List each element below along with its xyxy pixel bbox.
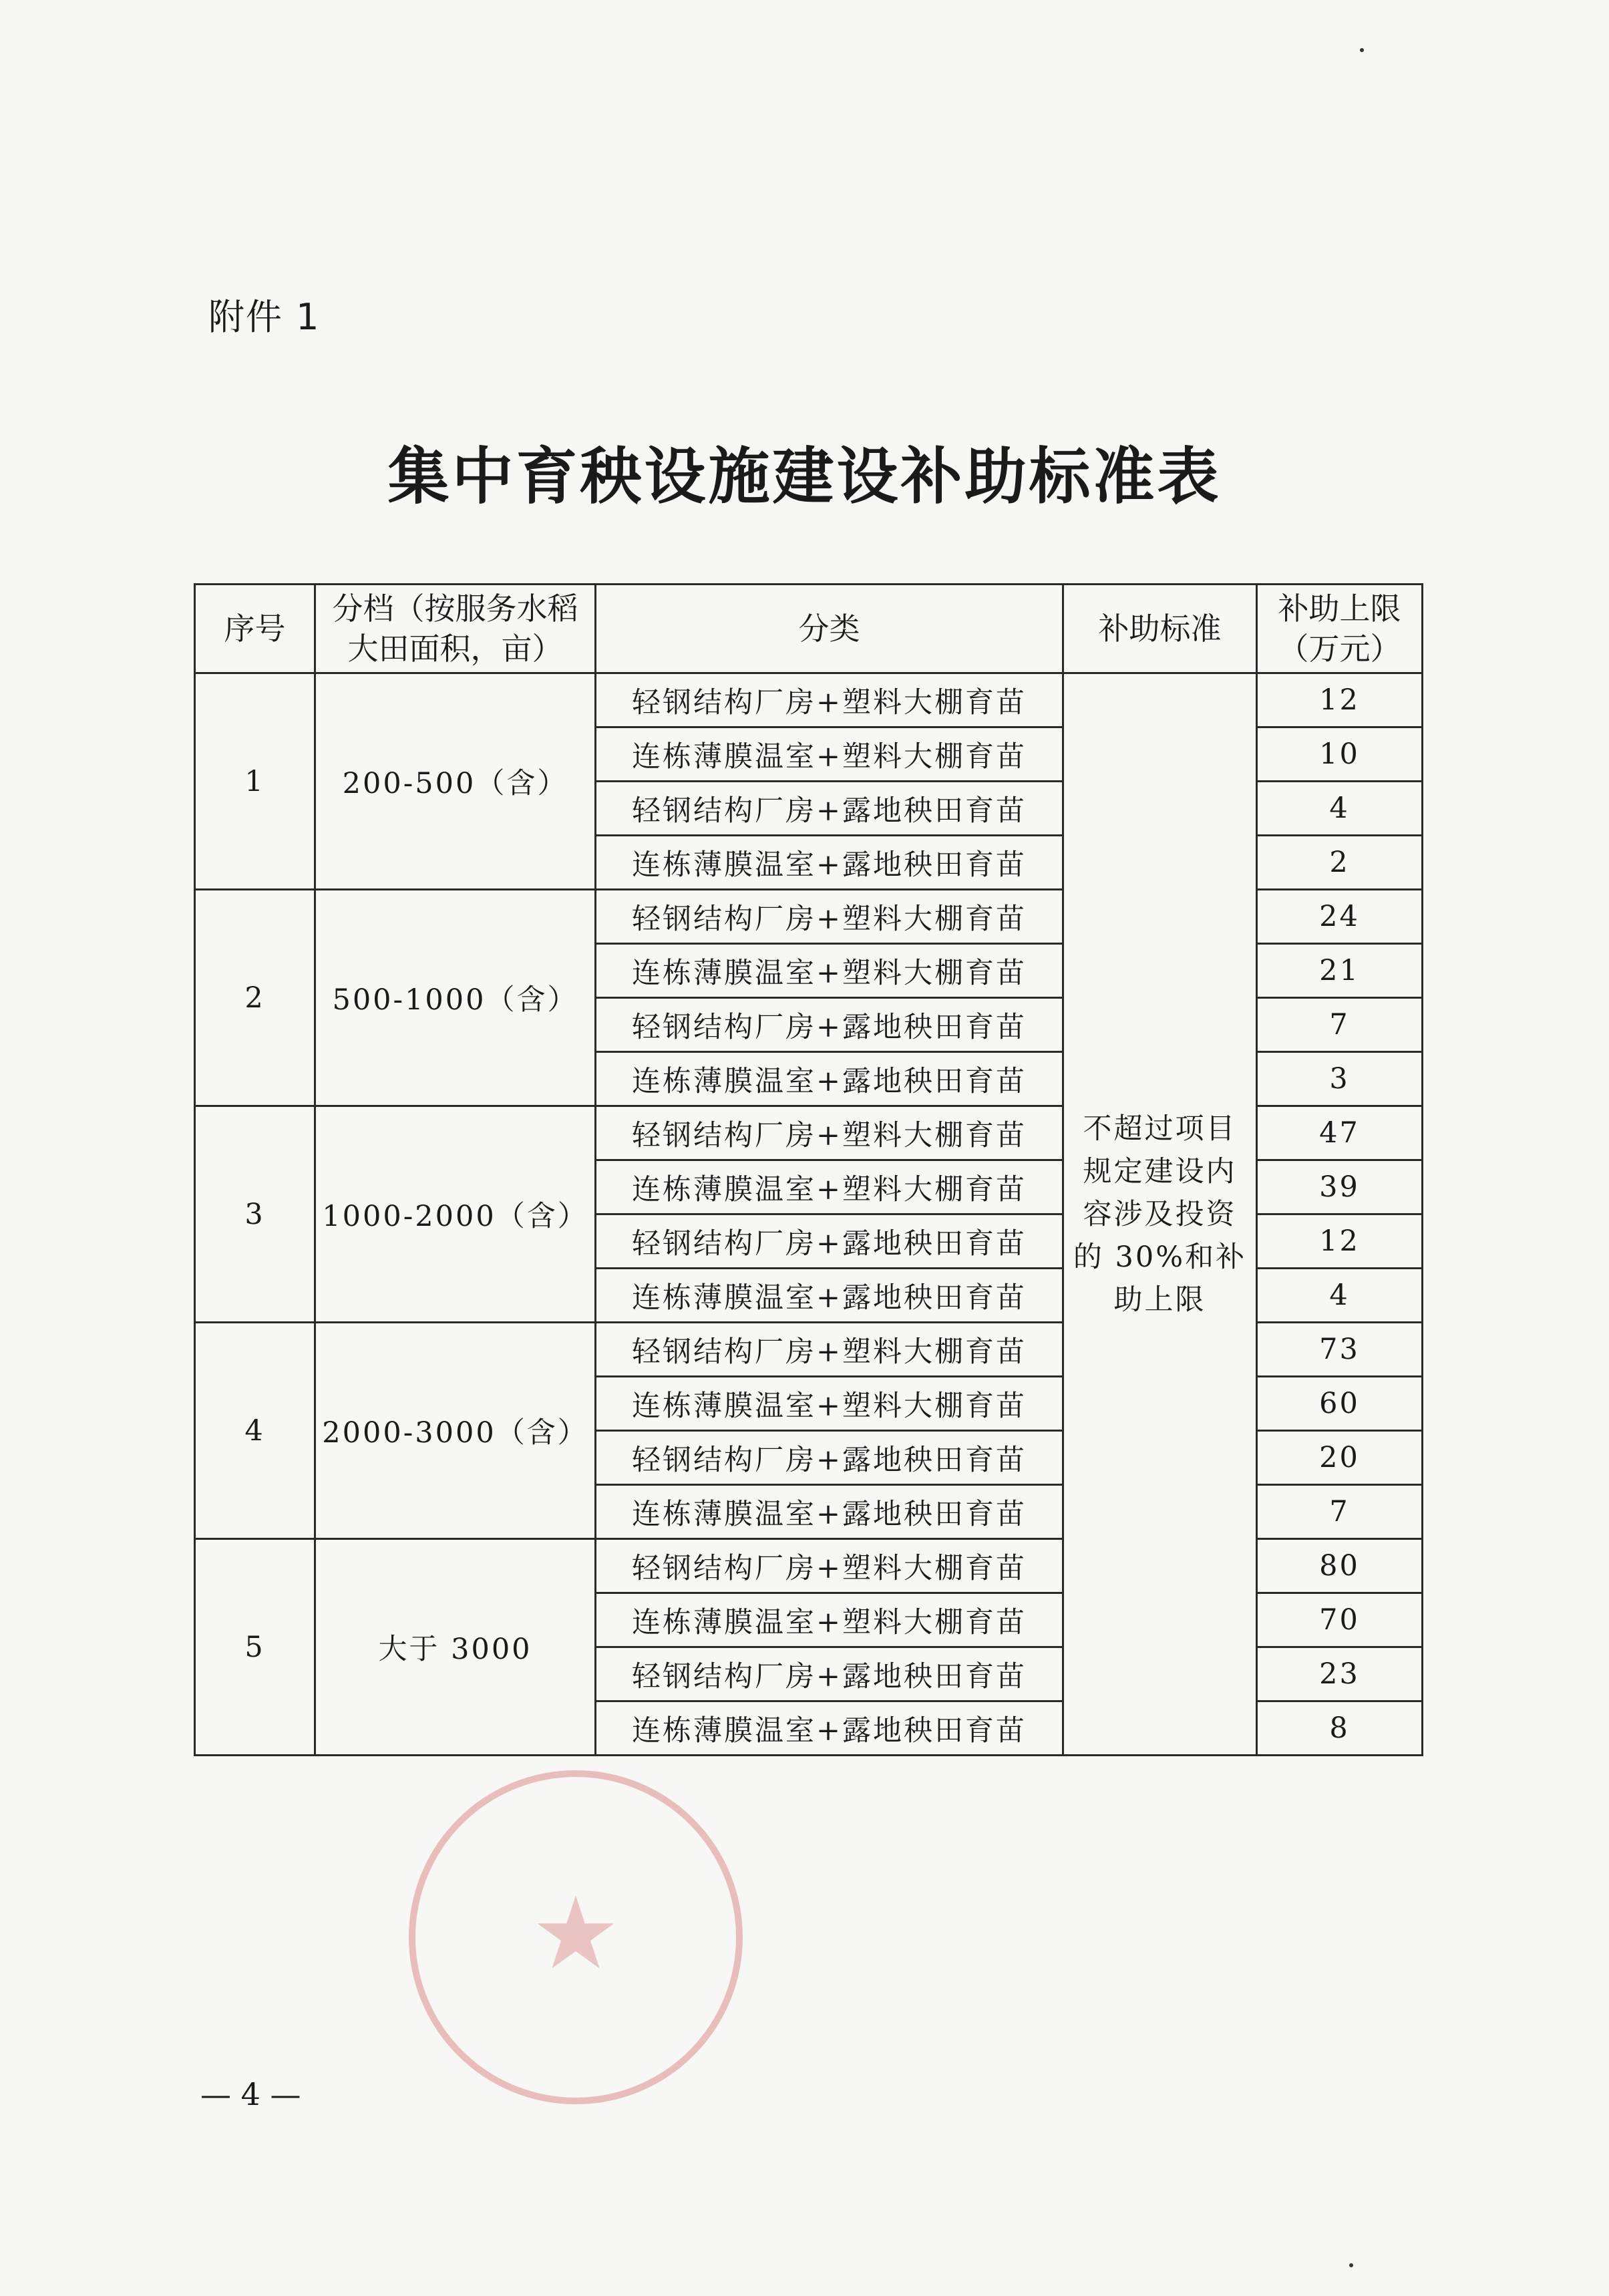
cell-category: 轻钢结构厂房+露地秧田育苗 xyxy=(596,1214,1063,1269)
cell-category: 轻钢结构厂房+塑料大棚育苗 xyxy=(596,890,1063,944)
cell-category: 轻钢结构厂房+塑料大棚育苗 xyxy=(596,1539,1063,1593)
header-category: 分类 xyxy=(596,585,1063,673)
cell-cap: 3 xyxy=(1257,1052,1423,1106)
cell-category: 连栋薄膜温室+塑料大棚育苗 xyxy=(596,727,1063,782)
cell-seq: 3 xyxy=(195,1106,315,1323)
cell-cap: 73 xyxy=(1257,1323,1423,1377)
cell-seq: 1 xyxy=(195,673,315,890)
cell-cap: 12 xyxy=(1257,673,1423,727)
cell-seq: 2 xyxy=(195,890,315,1106)
cell-standard-note xyxy=(1063,673,1257,1756)
cell-tier: 2000-3000（含） xyxy=(315,1323,596,1539)
cell-category: 轻钢结构厂房+露地秧田育苗 xyxy=(596,1647,1063,1701)
cell-category: 连栋薄膜温室+露地秧田育苗 xyxy=(596,1701,1063,1756)
page-number: — 4 — xyxy=(200,2076,301,2112)
header-seq: 序号 xyxy=(195,585,315,673)
cell-cap: 23 xyxy=(1257,1647,1423,1701)
table-body xyxy=(195,673,1423,1756)
cell-seq: 5 xyxy=(195,1539,315,1756)
cell-category: 轻钢结构厂房+塑料大棚育苗 xyxy=(596,673,1063,727)
cell-category: 连栋薄膜温室+塑料大棚育苗 xyxy=(596,1377,1063,1431)
cell-category: 连栋薄膜温室+露地秧田育苗 xyxy=(596,1485,1063,1539)
official-seal xyxy=(409,1770,743,2104)
cell-category: 连栋薄膜温室+露地秧田育苗 xyxy=(596,1269,1063,1323)
cell-cap: 70 xyxy=(1257,1593,1423,1647)
header-standard: 补助标准 xyxy=(1063,585,1257,673)
header-tier xyxy=(315,585,596,673)
cell-tier: 1000-2000（含） xyxy=(315,1106,596,1323)
header-cap-line1: 补助上限 xyxy=(1278,591,1401,627)
subsidy-standard-table xyxy=(194,583,1423,1756)
document-title: 集中育秧设施建设补助标准表 xyxy=(387,440,1222,512)
cell-category: 连栋薄膜温室+塑料大棚育苗 xyxy=(596,1593,1063,1647)
cell-cap: 24 xyxy=(1257,890,1423,944)
table-header-row xyxy=(195,585,1423,673)
cell-tier: 500-1000（含） xyxy=(315,890,596,1106)
header-tier-line1: 分档（按服务水稻 xyxy=(332,591,578,627)
standard-note-line: 的 30%和补 xyxy=(1073,1240,1247,1274)
scan-speck xyxy=(1349,2263,1353,2267)
cell-category: 轻钢结构厂房+露地秧田育苗 xyxy=(596,998,1063,1052)
cell-tier: 200-500（含） xyxy=(315,673,596,890)
scan-speck xyxy=(1360,48,1364,52)
cell-cap: 12 xyxy=(1257,1214,1423,1269)
standard-note-line: 不超过项目 xyxy=(1083,1112,1237,1146)
cell-tier: 大于 3000 xyxy=(315,1539,596,1756)
attachment-label: 附件 1 xyxy=(208,296,321,338)
cell-cap: 7 xyxy=(1257,998,1423,1052)
cell-cap: 7 xyxy=(1257,1485,1423,1539)
table-row xyxy=(195,673,1423,727)
cell-category: 连栋薄膜温室+露地秧田育苗 xyxy=(596,836,1063,890)
cell-cap: 10 xyxy=(1257,727,1423,782)
cell-category: 轻钢结构厂房+露地秧田育苗 xyxy=(596,1431,1063,1485)
cell-category: 轻钢结构厂房+塑料大棚育苗 xyxy=(596,1323,1063,1377)
cell-cap: 39 xyxy=(1257,1160,1423,1214)
cell-cap: 8 xyxy=(1257,1701,1423,1756)
cell-cap: 4 xyxy=(1257,782,1423,836)
cell-cap: 60 xyxy=(1257,1377,1423,1431)
header-cap-line2: （万元） xyxy=(1278,631,1401,667)
cell-category: 连栋薄膜温室+塑料大棚育苗 xyxy=(596,944,1063,998)
cell-cap: 2 xyxy=(1257,836,1423,890)
cell-cap: 20 xyxy=(1257,1431,1423,1485)
cell-category: 轻钢结构厂房+露地秧田育苗 xyxy=(596,782,1063,836)
standard-note-line: 助上限 xyxy=(1113,1283,1206,1317)
standard-note-line: 容涉及投资 xyxy=(1083,1197,1237,1231)
cell-cap: 80 xyxy=(1257,1539,1423,1593)
cell-cap: 4 xyxy=(1257,1269,1423,1323)
standard-note-line: 规定建设内 xyxy=(1083,1154,1237,1188)
cell-cap: 47 xyxy=(1257,1106,1423,1160)
cell-category: 连栋薄膜温室+塑料大棚育苗 xyxy=(596,1160,1063,1214)
header-tier-line2: 大田面积，亩） xyxy=(347,631,563,667)
cell-cap: 21 xyxy=(1257,944,1423,998)
header-cap xyxy=(1257,585,1423,673)
cell-category: 轻钢结构厂房+塑料大棚育苗 xyxy=(596,1106,1063,1160)
cell-seq: 4 xyxy=(195,1323,315,1539)
seal-star-icon: ★ xyxy=(530,1876,621,1992)
cell-category: 连栋薄膜温室+露地秧田育苗 xyxy=(596,1052,1063,1106)
